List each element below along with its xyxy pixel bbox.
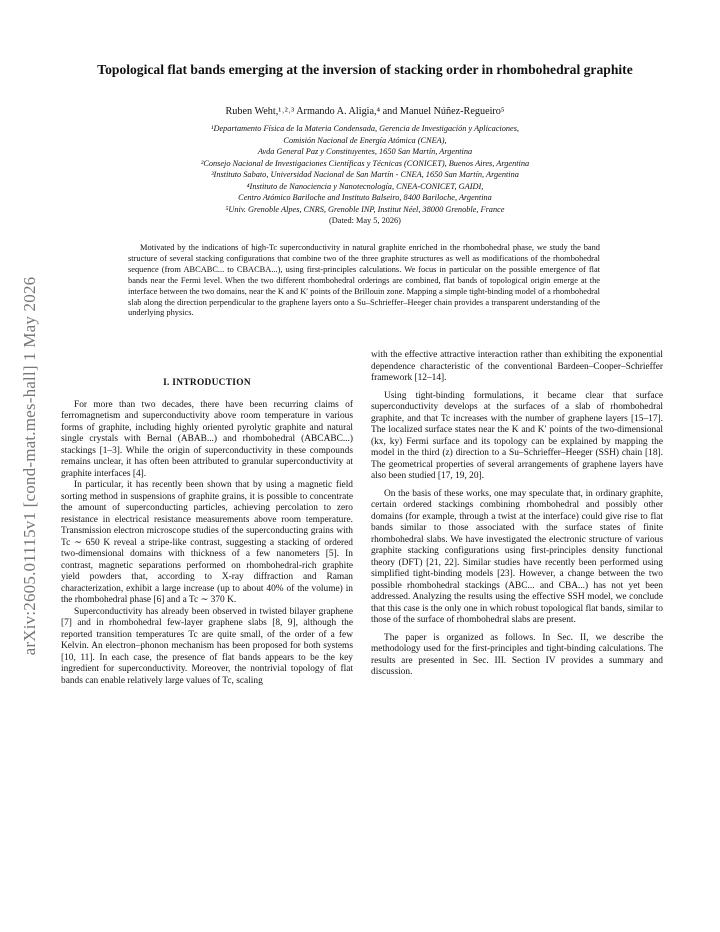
affiliation-line: ¹Departamento Física de la Materia Condensada, Gerencia de Investigación y Aplicaciones, [210, 124, 520, 133]
affiliation-line: ³Instituto Sabato, Universidad Nacional de San Martín - CNEA, 1650 San Martín, Argentina [211, 170, 519, 179]
arxiv-sidebar [0, 0, 58, 932]
paragraph: The paper is organized as follows. In Sec. II, we describe the methodology used for the first-principles and tight-binding calculations. The results are presented in Sec. III. Section IV provides a summary and discussion. [371, 632, 663, 677]
paragraph: Using tight-binding formulations, it became clear that surface superconductivity develops at the surfaces of a slab of rhombohedral graphite, and that Tc increases with the number of graphene layers [15–17]. The localized surface states near the K and K′ points of the two-dimensional (kx, ky) Fermi surface and its topology can be explained by mapping the model in the third (z) direction to a Su–Schrieffer–Heeger (SSH) chain [18]. The geometrical properties of several arrangements of graphene layers have also been studied [17, 19, 20]. [371, 390, 663, 481]
affiliation-line: Centro Atómico Bariloche and Instituto Balseiro, 8400 Bariloche, Argentina [238, 193, 492, 202]
paragraph: with the effective attractive interaction rather than exhibiting the exponential dependence characteristic of the conventional Bardeen–Cooper–Schrieffer framework [12–14]. [371, 350, 663, 383]
affiliation-line: Comisión Nacional de Energía Atómica (CNEA), [283, 135, 447, 145]
affiliation-line: ²Consejo Nacional de Investigaciones Científicas y Técnicas (CONICET), Buenos Aires, Argentina [200, 158, 530, 168]
arxiv-identifier: arXiv:2605.01115v1 [cond-mat.mes-hall] 1 May 2026 [20, 276, 39, 656]
paper-title: Topological flat bands emerging at the inversion of stacking order in rhombohedral graphite [97, 62, 633, 77]
left-column [61, 378, 353, 687]
date-line: (Dated: May 5, 2026) [329, 216, 401, 225]
paragraph: In particular, it has recently been shown that by using a magnetic field sorting method in suspensions of graphite grains, it is possible to concentrate the amount of superconducting particles, achieving percolation to zero resistance in electrical resistance measurements above room temperature. Transmission electron microscope studies of the superconducting grains with Tc ∼ 650 K reveal a stripe-like contrast, suggesting a stacking of ordered two-dimensional domains with thickness of a few nanometers [5]. In contrast, magnetic separations performed on rhombohedral-rich graphite yield powders that, according to X-ray diffraction and Raman characterization, exhibit a large increase (up to about 40% of the volume) in the rhombohedral phase [6] and a Tc ∼ 370 K. [61, 480, 353, 605]
affiliation-line: Avda General Paz y Constituyentes, 1650 San Martín, Argentina [257, 147, 473, 156]
affiliation-line: ⁴Instituto de Nanociencia y Nanotecnología, CNEA-CONICET, GAIDI, [246, 181, 484, 191]
affiliation-line: ⁵Univ. Grenoble Alpes, CNRS, Grenoble INP, Institut Néel, 38000 Grenoble, France [225, 204, 505, 214]
abstract: Motivated by the indications of high-Tc superconductivity in natural graphite enriched in the rhombohedral phase, we study the band structure of several stacking configurations that combine two of the three graphite structures as well as modifications of the rhombohedral sequence (from ABCABC... to CBACBA...), using first-principles calculations. We focus in particular on the possible emergence of flat bands near the Fermi level. When the two different rhombohedral orderings are combined, flat bands of topological origin emerge at the interface between the two domains, near the K and K′ points of the Brillouin zone. Mapping a simple tight-binding model of a rhombohedral slab along the direction perpendicular to the graphene layers onto a Su–Schrieffer–Heeger chain provides a transparent understanding of the underlying physics. [128, 243, 600, 318]
affiliations [70, 123, 660, 227]
paragraph: For more than two decades, there have been recurring claims of ferromagnetism and superconductivity above room temperature in various forms of graphite, including highly oriented pyrolytic graphite and natural single crystals with Bernal (ABAB...) and rhombohedral (ABCABC...) stackings [1–3]. While the origin of superconductivity in these compounds remains unclear, it has often been attributed to granular superconductivity at graphite interfaces [4]. [61, 399, 353, 479]
paragraph: On the basis of these works, one may speculate that, in ordinary graphite, certain ordered stackings combining rhombohedral and possibly other domains (for example, through a twist at the interface) could give rise to flat bands similar to those associated with the surface states of finite rhombohedral slabs. We have investigated the electronic structure of various graphite stacking configurations using first-principles density functional theory (DFT) [21, 22]. Similar studies have recently been performed using simplified tight-binding models [23]. However, a change between the two possible rhombohedral stackings (ABC... and CBA...) has not yet been addressed. Analyzing the results using the effective SSH model, we conclude that this case is the only one in which robust topological flat bands, similar to those of the surface of rhombohedral slabs are present. [371, 488, 663, 625]
right-column [371, 350, 663, 679]
author-list: Ruben Weht,¹˒²˒³ Armando A. Aligia,⁴ and Manuel Núñez-Regueiro⁵ [225, 106, 505, 117]
paragraph: Superconductivity has already been observed in twisted bilayer graphene [7] and in rhombohedral few-layer graphene slabs [8, 9], although the reported transition temperatures Tc are quite small, of the order of a few Kelvin. An electron–phonon mechanism has been proposed for both systems [10, 11]. In each case, the presence of flat bands appears to be the key ingredient for superconductivity. Moreover, the nontrivial topology of flat bands can enable relatively large values of Tc, scaling [61, 606, 353, 686]
section-heading: I. INTRODUCTION [163, 378, 251, 388]
